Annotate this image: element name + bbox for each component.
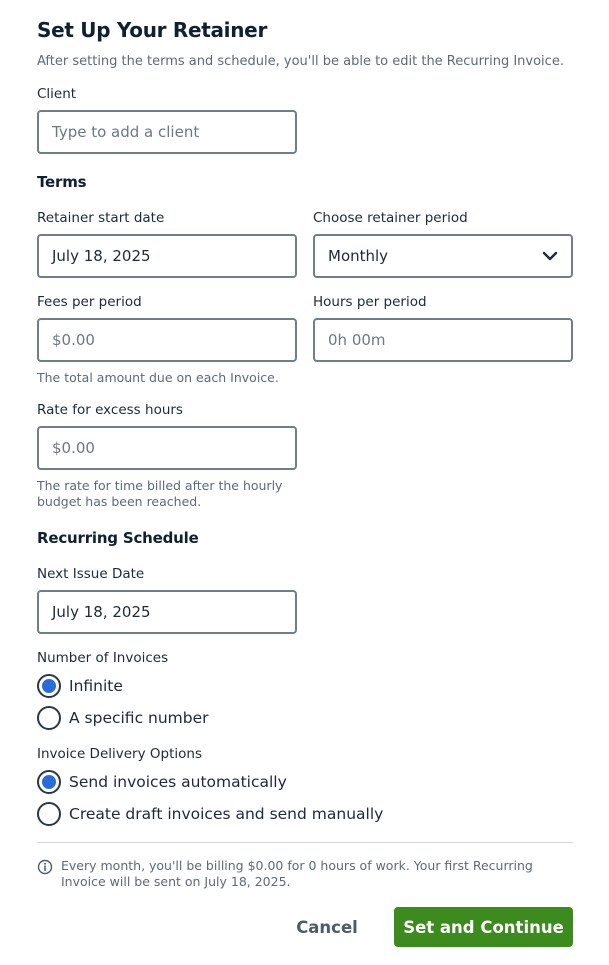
fees-label: Fees per period [37,294,142,310]
info-icon [37,859,53,875]
delivery-options-label: Invoice Delivery Options [37,746,202,762]
radio-label: Infinite [69,677,123,695]
radio-button[interactable] [37,706,61,730]
client-input[interactable]: Type to add a client [37,110,297,154]
radio-label: A specific number [69,709,209,727]
rate-help-text: The rate for time billed after the hourly budget has been reached. [37,478,283,509]
next-issue-input[interactable]: July 18, 2025 [37,590,297,634]
invoices-count-label: Number of Invoices [37,650,169,666]
hours-label: Hours per period [313,294,427,310]
start-date-label: Retainer start date [37,210,165,226]
page-title: Set Up Your Retainer [37,18,268,42]
set-and-continue-button[interactable]: Set and Continue [394,907,573,947]
page-subtitle: After setting the terms and schedule, you'll be able to edit the Recurring Invoice. [37,54,564,69]
next-issue-label: Next Issue Date [37,566,145,582]
fees-help-text: The total amount due on each Invoice. [37,370,279,385]
start-date-input[interactable]: July 18, 2025 [37,234,297,278]
period-select-value: Monthly [328,247,389,265]
cancel-button[interactable]: Cancel [296,917,358,937]
period-label: Choose retainer period [313,210,468,226]
radio-infinite[interactable] [37,674,123,698]
summary-note [37,858,561,890]
radio-button[interactable] [37,770,61,794]
radio-send-automatically[interactable] [37,770,287,794]
radio-label: Send invoices automatically [69,773,287,791]
radio-label: Create draft invoices and send manually [69,805,384,823]
rate-label: Rate for excess hours [37,402,183,418]
schedule-heading: Recurring Schedule [37,529,199,547]
terms-heading: Terms [37,173,87,191]
radio-button[interactable] [37,674,61,698]
fees-input[interactable]: $0.00 [37,318,297,362]
radio-create-drafts[interactable] [37,802,383,826]
radio-button[interactable] [37,802,61,826]
period-select[interactable] [313,234,573,278]
radio-specific-number[interactable] [37,706,209,730]
hours-input[interactable]: 0h 00m [313,318,573,362]
client-label: Client [37,86,77,102]
divider [37,842,573,843]
rate-input[interactable]: $0.00 [37,426,297,470]
chevron-down-icon [542,251,558,261]
summary-text: Every month, you'll be billing $0.00 for 0 hours of work. Your first Recurring Invoice will be sent on July 18, 2025. [61,858,533,889]
